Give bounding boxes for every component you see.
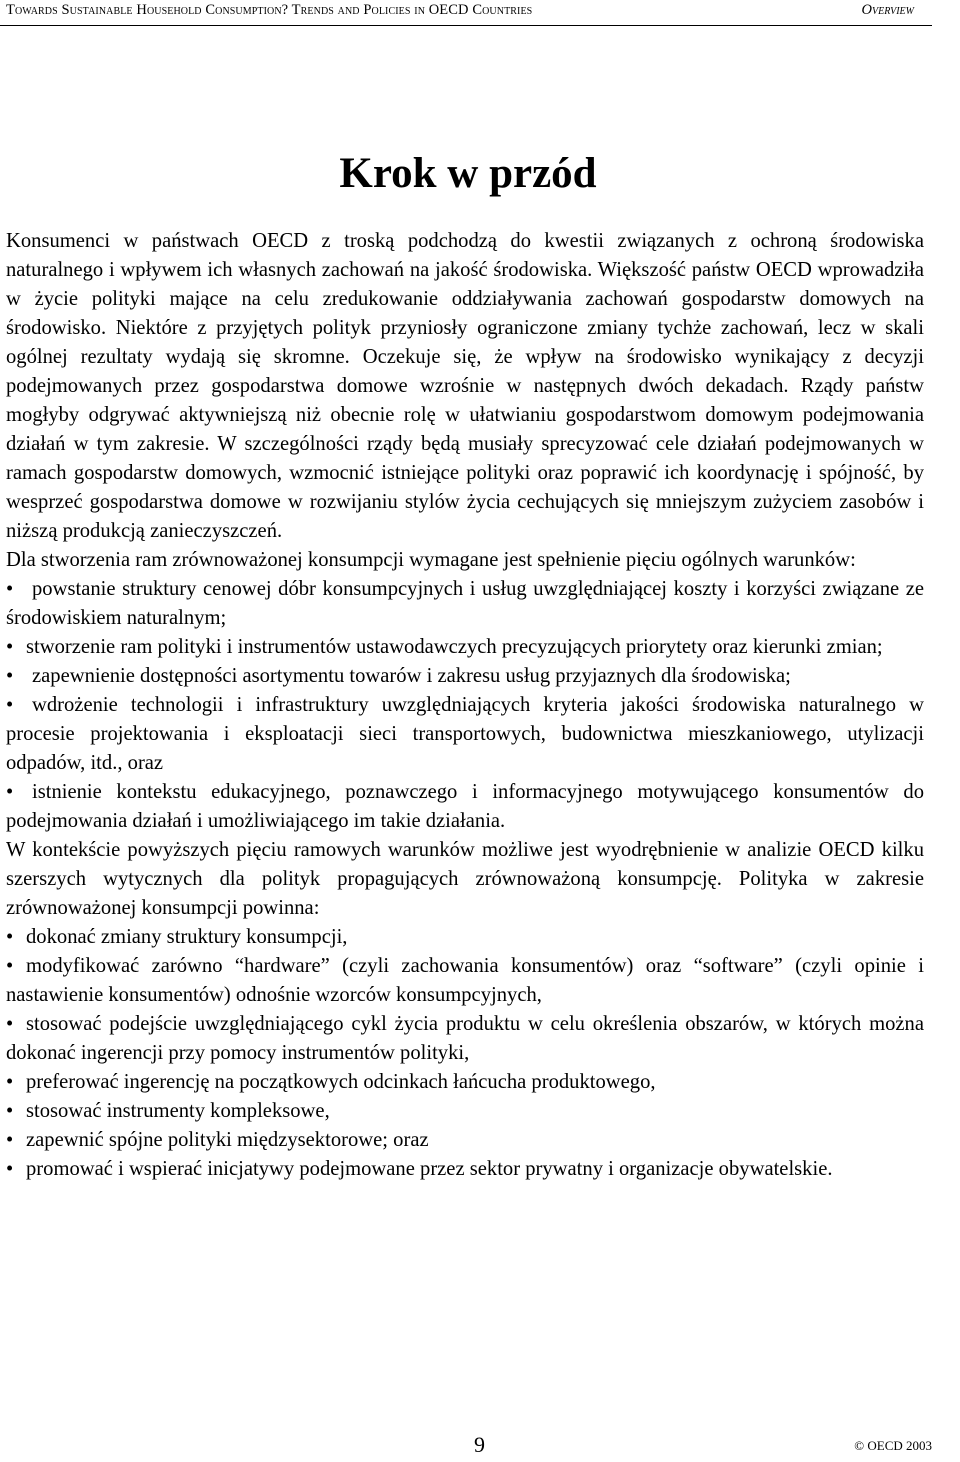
running-header (0, 0, 960, 26)
intro-paragraph: Konsumenci w państwach OECD z troską podchodzą do kwestii związanych z ochroną środowiska naturalnego i wpływem ich własnych zachowań na jakość środowiska. Większość państw OECD wprowadziła w życie polityki mające na celu zredukowanie oddziaływania zachowań gospodarstw domowych na środowisko. Niektóre z przyjętych polityk przyniosły ograniczone zmiany tychże zachowań, lecz w skali ogólnej rezultaty wydają się skromne. Oczekuje się, że wpływ na środowisko wynikający z decyzji podejmowanych przez gospodarstwa domowe wzrośnie w następnych dwóch dekadach. Rządy państw mogłyby odgrywać aktywniejszą niż obecnie rolę w ułatwianiu gospodarstwom domowym podejmowania działań w tym zakresie. W szczególności rządy będą musiały sprecyzować cele działań podejmowanych w ramach gospodarstw domowych, wzmocnić istniejące polityki oraz poprawić ich koordynację i spójność, by wesprzeć gospodarstwa domowe w rozwijaniu stylów życia cechujących się mniejszym zużyciem zasobów i niższą produkcją zanieczyszczeń. (6, 230, 924, 542)
condition-item (6, 691, 924, 778)
bullet-icon: • (6, 1013, 14, 1035)
bullet-icon: • (6, 1158, 14, 1180)
guideline-item (6, 1010, 924, 1068)
guideline-item (6, 952, 924, 1010)
bullet-icon: • (6, 694, 14, 716)
guideline-item (6, 1068, 924, 1097)
page-footer (0, 1432, 960, 1462)
header-title: Towards Sustainable Household Consumption? Trends and Policies in OECD Countries (6, 2, 533, 18)
guideline-text: stosować podejście uwzględniającego cykl życia produktu w celu określenia obszarów, w których można dokonać ingerencji przy pomocy instrumentów polityki, (6, 1013, 924, 1064)
guideline-text: dokonać zmiany struktury konsumpcji, (26, 926, 348, 948)
guideline-item (6, 1155, 924, 1184)
condition-item (6, 662, 924, 691)
bullet-icon: • (6, 636, 14, 658)
bullet-icon: • (6, 926, 14, 948)
condition-item (6, 778, 924, 836)
body-text (6, 227, 924, 1184)
condition-item (6, 633, 924, 662)
page-number: 9 (474, 1432, 485, 1457)
condition-text: istnienie kontekstu edukacyjnego, poznawczego i informacyjnego motywującego konsumentów do podejmowania działań i umożliwiającego im takie działania. (6, 781, 924, 832)
guideline-text: modyfikować zarówno “hardware” (czyli zachowania konsumentów) oraz “software” (czyli opinie i nastawienie konsumentów) odnośnie wzorców konsumpcyjnych, (6, 955, 924, 1006)
bullet-icon: • (6, 955, 14, 977)
condition-text: wdrożenie technologii i infrastruktury uwzględniających kryteria jakości środowiska naturalnego w procesie projektowania i eksploatacji sieci transportowych, budownictwa mieszkaniowego, utylizacji odpadów, itd., oraz (6, 694, 924, 774)
guideline-text: promować i wspierać inicjatywy podejmowane przez sektor prywatny i organizacje obywatelskie. (26, 1158, 833, 1180)
bullet-icon: • (6, 1129, 14, 1151)
guideline-item (6, 923, 924, 952)
bullet-icon: • (6, 665, 14, 687)
conditions-lead-paragraph: Dla stworzenia ram zrównoważonej konsumpcji wymagane jest spełnienie pięciu ogólnych warunków: (6, 549, 856, 571)
bullet-icon: • (6, 781, 14, 803)
page-title: Krok w przód (339, 150, 597, 197)
guidelines-lead-paragraph: W kontekście powyższych pięciu ramowych warunków możliwe jest wyodrębnienie w analizie OECD kilku szerszych wytycznych dla polityk propagujących zrównoważoną konsumpcję. Polityka w zakresie zrównoważonej konsumpcji powinna: (6, 839, 924, 919)
guideline-text: preferować ingerencję na początkowych odcinkach łańcucha produktowego, (26, 1071, 656, 1093)
bullet-icon: • (6, 1071, 14, 1093)
bullet-icon: • (6, 578, 14, 600)
guideline-text: stosować instrumenty kompleksowe, (26, 1100, 330, 1122)
header-rule (0, 25, 932, 26)
condition-text: zapewnienie dostępności asortymentu towarów i zakresu usług przyjaznych dla środowiska; (32, 665, 791, 687)
guideline-item (6, 1097, 924, 1126)
bullet-icon: • (6, 1100, 14, 1122)
condition-text: powstanie struktury cenowej dóbr konsumpcyjnych i usług uwzględniającej koszty i korzyści związane ze środowiskiem naturalnym; (6, 578, 924, 629)
header-section: Overview (861, 2, 914, 18)
guideline-text: zapewnić spójne polityki międzysektorowe; oraz (26, 1129, 429, 1151)
copyright-notice: © OECD 2003 (854, 1438, 932, 1453)
condition-text: stworzenie ram polityki i instrumentów ustawodawczych precyzujących priorytety oraz kierunki zmian; (26, 636, 883, 658)
condition-item (6, 575, 924, 633)
guideline-item (6, 1126, 924, 1155)
